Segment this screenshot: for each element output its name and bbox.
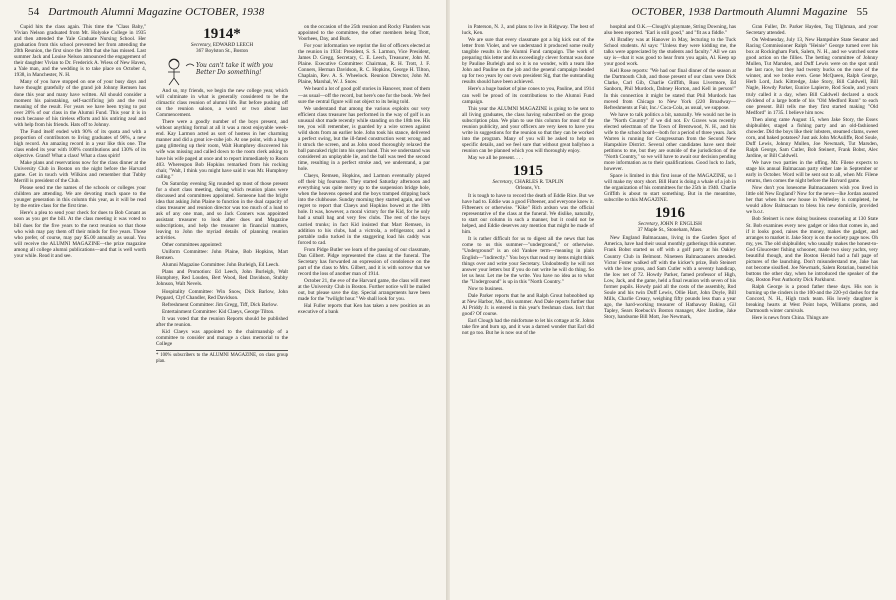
magazine-title: Dartmouth Alumni Magazine xyxy=(713,6,848,18)
paragraph: This year the ALUMNI MAGAZINE is going to be sent to all living graduates, the class having subscribed on the group subscription plan. We plan to use this column for most of the reunion publicity, and your officers are very keen to have you write in suggestions for the reunion so that they can be worked into the program. Many of you will be asked to help on specific details, and we feel sure that without great ballyhoo a reunion can be planned which you will thoroughly enjoy. xyxy=(462,105,594,154)
paragraph: Make plans and reservations now for the class dinner at the University Club in Boston on the night before the Harvard game. Get in touch with Wilkins and remember that Tubby Merrill is president of the Club. xyxy=(14,160,146,185)
paragraph: Here's a plea to send your check for dues to Bob Conant as soon as you get the bill. At the class meeting it was voted to bill dues for the five years to the next reunion so that those who wish may pay them off their minds for five years. Those who prefer, of course, may pay $5.00 annually as usual. You will receive the ALUMNI MAGAZINE—the prize magazine among all college alumni publications—and that is well worth your while. Read it and see. xyxy=(14,210,146,259)
class-year: 1914* xyxy=(203,26,241,42)
paragraph: Kell Rose reports: "We had our final dinner of the season at the Dartmouth Club, and those present of our class were Dick Clarke, Carl Gib, Charlie Griffith, Russ Livermore, Ed Sanborn, Phil Murdock, Dabney Horton, and Kell in person!" In this connection it might be stated that Phil Murdock has moved from Chicago to New York (220 Broadway—Refreshments at Fair, Inc./ Coca-Cola, as usual, we suppose. xyxy=(604,68,736,111)
column-6 xyxy=(746,24,878,596)
paragraph: For your information we reprint the list of officers elected at the reunion in 1934: President, S. S. Larmon, Vice President, James D. Gregg, Secretary, C. E. Leech, Treasurer, John M. Plaine. Executive Committee: Chairman, R. H. Trott, J. F. Conners, Herman Davidson, R. C. Hopkins, George H. Tilton, Chaplain, Rev. A. S. Wheelock. Reunion Director, John M. Plaine, Marshal, W. J. Snow. xyxy=(298,43,430,86)
paragraph: It was voted that the reunion Reports should be published after the reunion. xyxy=(156,315,288,328)
paragraph: Now to business. xyxy=(468,285,504,292)
class-heading-1915 xyxy=(462,163,594,191)
paragraph: We have to talk politics a bit, naturally. We would not be in the "North Country" if we did not. Ev Graves was recently elected selectman of the Town of Brentwood, N. H., and his wife to the school board—both for a period of three years. Jack Warren is running for Congressman from the Second New Hampshire District. Several other candidates have sent their petitions to me, but they are outside of the jurisdiction of the "North Country," so we will have to await our decision pending more information as to their qualifications. Good luck to Jack, however. xyxy=(604,111,736,173)
left-page xyxy=(0,0,446,600)
paragraph: Plans and Promotion: Ed Leech, John Burleigh, Walt Humphrey, Red Louden, Bert Wood, Red Davidson, Stubby Johnson, Walt Nevels. xyxy=(156,269,288,288)
paragraph: New England Balmacaans, living in the Garden Spot of America, have had their usual monthly gatherings this summer. Frank Bobst started us off with a golf party at his Oakley Country Club in Belmont. Nineteen Balmacaaners attended. Victor Foster walked off with the kicker's prize, Bob Steinert with the low gross, and Sam Cutler with a seventy handicap, the low net of 72. Howdy Parker, famed professor of High, Low, Jack, and the game, held a final reunion with seven of his former pupils. Howdy paid all the costs of the assembly, Rod Soule and his twin Duff Lewis, Ollie Hart, John Doyle, Bill Mills, Charlie Creasy, weighing fifty pounds less than a year ago, the hard-working treasurer of Hathaway Baking, Gil Tapley, Sears Roebuck's Boston manager, Alec Jardine, Jake Story, handsome Bill Mott, Joe Newmark, xyxy=(604,235,736,320)
paragraph: We are sure that every classmate got a big kick out of the letter from Violet, and we understand it produced some really tangible results in the Alumni Fund campaign. The work of preparing this letter and its exceedingly clever format was done by Pauline Burleigh and so it is no wonder, with a team like John and Pauline on the job and the general campaign headed up for two years by our own president Sig, that the outstanding results should have been achieved. xyxy=(462,37,594,86)
paragraph: Hal Fuller reports that Ken has taken a new position as an executive of a bank xyxy=(298,303,430,316)
secretary-address: 367 Boylston St., Boston xyxy=(195,48,249,54)
paragraph: Ralph George is a proud father these days. His son is burning up the cinders in the 100-and the 220-yd dashes for the Concord, N. H., High track team. His lovely daughter is breaking hearts at West Point hops, Williams proms, and Dartmouth winter carnivals. xyxy=(746,283,878,315)
column-4 xyxy=(462,24,594,596)
paragraph: From Pidge Butler we learn of the passing of our classmate, Dan Gilbert. Pidge represented the class at the funeral. The Secretary has forwarded an expression of condolence on the part of the class to Mrs. Gilbert, and it is with sorrow that we record the loss of another man of 1914. xyxy=(298,246,430,277)
paragraph: Space is limited in this first issue of the MAGAZINE, so I will make my story short. Bill Hunt is doing a whale of a job in the organization of his committees for the 25th in 1940. Charlie Griffith is about to start something. But in the meantime, subscribe to this MAGAZINE. xyxy=(604,173,736,204)
paragraph: Now don't you lonesome Balmacaaners wish you lived in little old New England? Now for the news—Ike Jordan assured her that when his new house in Wellesley is completed, he would allow Balmacaan to bless his new domicile, provided we b.o.t. xyxy=(746,185,878,216)
paragraph: May we all be present. . . . xyxy=(468,154,523,161)
paragraph: We heard a lot of good golf stories in Hanover, most of them—as usual—off the record, but here's one for the book. We feel sure the central figure will not object to its being told. xyxy=(298,86,430,105)
paragraph: October 21, the eve of the Harvard game, the class will meet at the University Club in Boston. Further notice will be mailed out, but please save the day. Special arrangements have been made for the "twilight hour." We shall look for you. xyxy=(298,277,430,303)
paragraph: in Paterson, N. J., and plans to live in Ridgway. The best of luck, Ken. xyxy=(462,24,594,37)
paragraph: And so, my friends, we begin the new college year, which will culminate in what is generally considered to be the climactic class reunion of alumni life. But before pushing off on the reunion saloon, a word or two about last Commencement. xyxy=(156,88,288,119)
issue-date: OCTOBER, 1938 xyxy=(185,6,265,18)
right-page xyxy=(450,0,896,600)
paragraph: Cupid hits the class again. This time the "Class Baby," Vivian Nelson graduated from Mt. Holyoke College in 1935 and then attended the Yale Graduate Nursing School. Her graduation from this school prevented her from attending the 20th Reunion, the first since the 10th that she has missed. Last summer Jack and Louise Nelson announced the engagement of their daughter Vivian to Dr. Frederick A. Wiess of New Haven, a Yale man, and the wedding is to take place on October 4, 1938, in Manchester, N. H. xyxy=(14,24,146,79)
secretary-line: Secretary, CHARLES R. TAPLIN xyxy=(492,179,564,186)
paragraph: Here is news from China. Things are xyxy=(752,315,829,322)
paragraph: On Saturday evening Sig rounded up most of those present for a short class meeting, during which reunion plans were discussed and committees appointed. Someone had the bright idea that asking John Plaine to function in the dual capacity of class treasurer and reunion director was too much of a load to ask of any one man, and so Jack Conners was appointed assistant treasurer to look after dues and Magazine subscriptions, and help the treasurer in financial matters, leaving to John the myriad details of planning reunion activities. xyxy=(156,180,288,242)
paragraph: It is tough to have to record the death of Eddie Rice. But we have had to. Eddie was a good Fifteener, and everyone knew it. Fifteeners or otherwise. "Kike" Rich ardson was the official representative of the class at the funeral. We dislike, naturally, to start our column in such a manner, but it could not be helped, and Eddie deserves any mention that might be made of him. xyxy=(462,193,594,236)
cartoon-caption: You can't take it with you Better Do something! xyxy=(196,62,274,76)
paragraph: Gran Fuller, Dr. Parker Hayden, Tog Tilghman, and your Secretary attended. xyxy=(746,24,878,37)
paragraph: Alumni Magazine Committee: John Burleigh, Ed Leech. xyxy=(162,262,280,269)
paragraph: Other committees appointed: xyxy=(162,242,223,249)
paragraph: Here's a huge basket of pine cones to you, Pauline, and 1914 can well be proud of its contributions to the Alumni Fund campaign. xyxy=(462,86,594,105)
paragraph: Bob Steinert is now doing business counseling at 130 State St. Bob examines every new gadget or idea that comes in, and if it looks good, raises the money, makes the gadget, and arranges to market it. Jake Story is on the society page now. Oh my, yes. The old shipbuilder, who usually makes the honest-to-God Gloucester fishing schooner, made two sissy yachts, very beautiful though, and the Boston Herald had a full page of pictures of the launching. Don't misunderstand me, Jake has not become sissified. Joe Newmark, Salem Rotarian, busted his buttons the other day, when he introduced the speaker of the day, Boston Post Authority Dick Parkhurst. xyxy=(746,216,878,283)
paragraph: There were a goodly number of the boys present, and without anything formal at all it was a most enjoyable week-end. Kay Larmon acted as sort of hostess in her charming manner and did a great ice-cube job. At one point, with a huge gang glittering up their room, Walt Humphrey discovered his wife was missing and called down to the room clerk asking to have his wife paged at once and to report immediately to Room 403. Whereupon Bob Hopkins remarked from his rocking chair, "Walt, I think you might have said it was Mr. Humphrey calling." xyxy=(156,119,288,180)
paragraph: On Wednesday, July 13, New Hampshire State Senator and Racing Commissioner Ralph "Heinie" George turned over his box at Rockingham Park, Salem, N. H., and we watched some good action on the fillies. The betting committee of Johnny Mullen, Tut Marsden, and Duff Lewis were on the spot until the last race, but they had twenty bucks on the nose of the winner, and we broke even. Gene McQueen, Ralph George, Herb Lord, Jack Kittredge, Jake Story, Bill Caldwell, Bill Nagle, Howdy Parker, Eunice Lapierre, Rod Soule, and yours truly called it a day, when Bill Caldwell declared a stock dividend of a large bottle of his "Old Medford Rum" to each one present. Bill tells me they first started making "Old Medford" in 1735. I believe him now. xyxy=(746,37,878,116)
secretary-address: Orleans, Vt. xyxy=(515,185,541,192)
paragraph: Kid Claeys was appointed to the chairmanship of a committee to consider and manage a class memorial to the College xyxy=(156,328,288,347)
paragraph: hospital and O.K.—Clough's playmate, String Downing, has also been reported. "Earl is still good," and "fit as a fiddle." xyxy=(604,24,736,37)
issue-date: OCTOBER, 1938 xyxy=(631,6,711,18)
paragraph: Claeys, Remsen, Hopkins, and Larmon eventually played off their big foursome. They started Saturday afternoon and everything was quite merry up to the suspension bridge hole, when the heavens opened and the boys tramped dripping back into the clubhouse. Sunday morning they started again, and we regret to report that Claeys and Hopkins bowed at the 18th hole. It was, however, a moral victory for the Kid, for he only had a small bag and very few clubs. The rest of the boys carried trunks; in fact Kid insisted that Mart Remsen, in addition to his clubs, had a victrola, a refrigerator, and a portable radio tucked in the staggering load his caddy was forced to cad. xyxy=(298,173,430,246)
secretary-line: Secretary, EDWARD LEECH xyxy=(190,42,254,48)
column-1 xyxy=(14,24,146,596)
paragraph: Refreshment Committee: Jim Gregg, Tiff, Dick Barlow. xyxy=(162,301,278,308)
paragraph: Hospitality Committee: Win Snow, Dick Barlow, John Peppard, Clyf Chandler, Red Davidson. xyxy=(156,288,288,301)
class-heading-1916 xyxy=(604,205,736,233)
paragraph: Many of you have stopped on one of your busy days and have thought gratefully of the grand job Johnny Remsen has done this year and many have written. All should consider a moment his painstaking, self-sacrificing job and the real meaning of the result. For years we have been trying to put over 20% of our class in the Alumni Fund. This year it is in reach because of his tireless efforts and his untiring zeal and with help from his friends. Hats off to Johnny. xyxy=(14,79,146,128)
paragraph: Al Bradley was at Hanover in May, lecturing to the Tuck School students. Al says: "Unless they were kidding me, the talks were appreciated by the students and faculty." All we can say is—that it was good to hear from you again, Al. Keep up your good work. xyxy=(604,37,736,68)
paragraph: Dale Parker reports that he and Ralph Grout hobnobbed up at New Harbor, Me., this summer. And Dale reports further that Al Priddy Jr. is entered in this year's freshman class. Isn't that good? Of course. xyxy=(462,292,594,317)
paragraph: Entertainment Committee: Kid Claeys, George Tilton. xyxy=(162,308,275,315)
footnote: * 100% subscribers to the ALUMNI MAGAZINE, on class group plan. xyxy=(156,350,288,364)
paragraph: It is rather difficult for us to digest all the news that has come to us this summer—"underground," or otherwise. "Underground" is an old Yankee term—meaning in plain English—"indirectly." You boys that read my items might think things over and write your Secretary. Undoubtedly he will not answer your letters but if you do not write he will do thing. So let us hear. Let me be the write. You have no idea as to what the "Underground" is up in this "North Country." xyxy=(462,236,594,285)
column-2 xyxy=(156,24,288,596)
page-number: 55 xyxy=(856,6,868,18)
right-page-header xyxy=(632,6,874,18)
cartoon-sketch xyxy=(156,56,288,86)
page-number: 54 xyxy=(28,6,40,18)
magazine-title: Dartmouth Alumni Magazine xyxy=(48,6,183,18)
paragraph: Uniform Committee: John Plaine, Bob Hopkins, Mart Remsen. xyxy=(156,249,288,262)
column-5 xyxy=(604,24,736,596)
class-year: 1915 xyxy=(513,163,543,180)
paragraph: Earl Clough had the misfortune to let his cottage at St. Johns take fire and burn up, and it was a darned wonder that Earl did not go too. But he is now out of the xyxy=(462,317,594,337)
class-year: 1916 xyxy=(655,205,685,222)
paragraph: Please send me the names of the schools or colleges your children are attending. We are devoting much space to the younger generation in this column this year, as it will be read by the entire class for the first time. xyxy=(14,185,146,210)
paragraph: Then along came August 15, when Jake Story, the Essex shipbuilder, staged a fishing party and an old-fashioned chowder. Did the boys like their lobsters, steamed clams, sweet corn, and baked potatoes? Just ask John McAuliffe, Rod Soule, Duff Lewis, Johnny Mullen, Joe Newmark, Tut Marsden, Ralph George, Sam Cutler, Bob Steinert, Frank Bobst, Alec Jardine, or Bill Caldwell. xyxy=(746,116,878,159)
secretary-address: 37 Maple St., Stoneham, Mass. xyxy=(637,227,703,234)
paragraph: We understand that among the various exploits our very efficient class treasurer has performed in the way of golf is an unusual shot made recently while standing on the 18th tee. His tee, you will remember, is guarded by a wire screen against wild shots from an earlier hole. John took his stance, delivered a perfect swing, but the ill-fated construction went wrong and it struck the screen, and as John stood thoroughly relaxed the ball pancaked right into his open hand. This we understand was considered an unplayable lie, and the ball was teed the second time, resulting in a perfect stroke and, we understand, a par hole. xyxy=(298,105,430,173)
left-page-header xyxy=(22,6,264,18)
column-3 xyxy=(298,24,430,596)
class-heading-1914 xyxy=(156,26,288,54)
paragraph: on the occasion of the 25th reunion and Rocky Flanders was appointed to the committee, the other members being Trott, Voorhees, Day, and Burk. xyxy=(298,24,430,43)
secretary-line: Secretary, JOHN P. ENGLISH xyxy=(638,221,702,228)
paragraph: We have two parties in the offing. Mr. Filene expects to stage his annual Balmacaan party either late in September or early in October. Word will be sent out to all, when Mr. Filene returns, then comes the night before the Harvard game. xyxy=(746,160,878,185)
paragraph: The Fund itself ended with 90% of its quota and with a proportion of contributors to living graduates of 96%, a new high record. An amazing record in a year like this one. The class ended its year with 100% contributions and 130% of its objective. Grand! What a class! What a class spirit! xyxy=(14,128,146,159)
